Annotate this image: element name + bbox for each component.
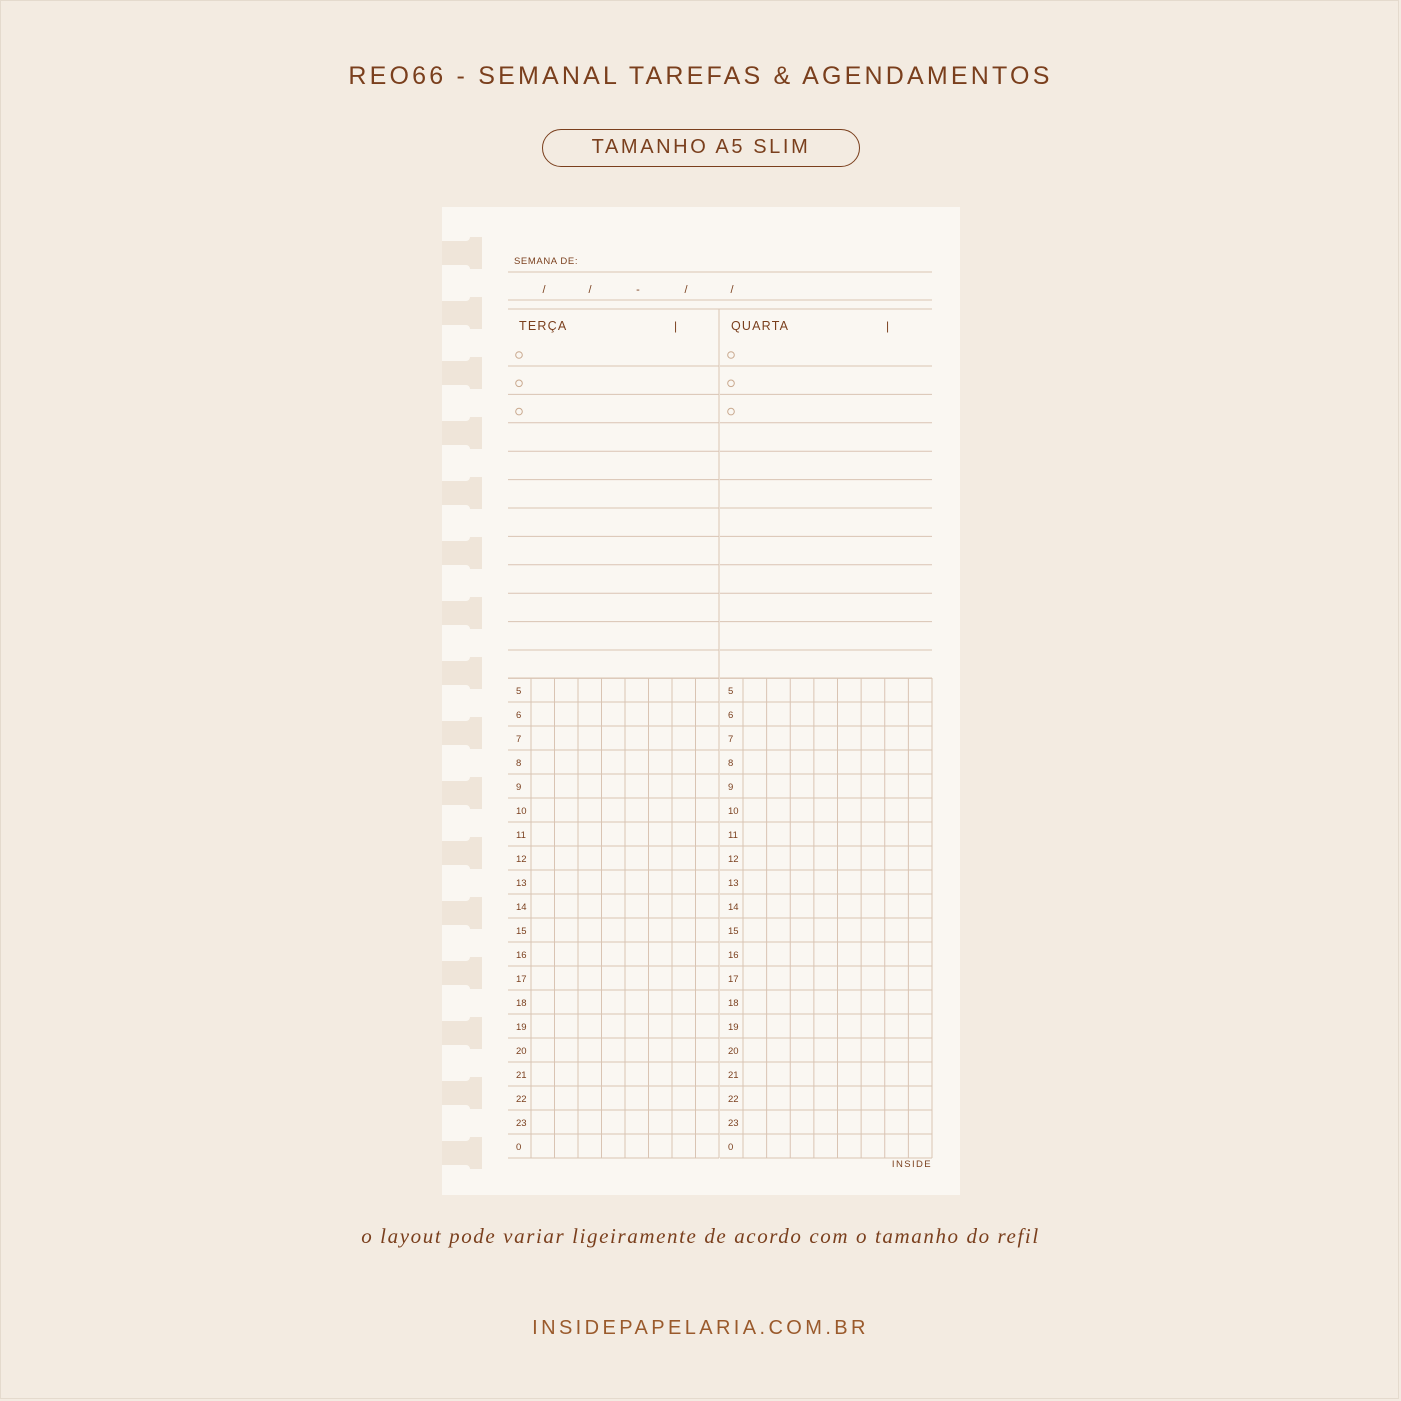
date-separator: -: [636, 284, 640, 296]
week-label: SEMANA DE:: [514, 256, 579, 267]
binder-tab: [442, 297, 482, 329]
hour-label: 21: [728, 1070, 739, 1081]
day-marker-quarta: |: [886, 319, 890, 333]
layout-caption: o layout pode variar ligeiramente de acordo com o tamanho do refil: [361, 1224, 1040, 1248]
hour-label: 21: [516, 1070, 527, 1081]
hour-label: 9: [516, 782, 522, 793]
hour-label: 8: [728, 758, 734, 769]
hour-label: 17: [728, 974, 739, 985]
hour-label: 0: [516, 1142, 522, 1153]
hour-grids: [508, 678, 932, 1158]
hour-label: 23: [516, 1118, 527, 1129]
binder-tab: [442, 237, 482, 269]
date-separator: /: [730, 284, 734, 296]
hour-label: 7: [516, 734, 522, 745]
hour-label: 9: [728, 782, 734, 793]
binder-tab: [442, 837, 482, 869]
hour-label: 11: [728, 830, 738, 841]
hour-label: 13: [728, 878, 739, 889]
page-title: REO66 - SEMANAL TAREFAS & AGENDAMENTOS: [348, 62, 1053, 90]
task-lines: [508, 352, 932, 679]
checkbox-icon: [728, 352, 735, 359]
binder-tab: [442, 957, 482, 989]
hour-label: 20: [728, 1046, 739, 1057]
hour-label: 6: [728, 710, 734, 721]
hour-label: 19: [516, 1022, 527, 1033]
day-marker-terca: |: [674, 319, 678, 333]
hour-label: 20: [516, 1046, 527, 1057]
hour-label: 10: [516, 806, 527, 817]
binder-tabs: [442, 237, 482, 1169]
date-separator: /: [542, 284, 546, 296]
hour-label: 14: [516, 902, 527, 913]
hour-label: 7: [728, 734, 734, 745]
checkbox-icon: [516, 352, 523, 359]
refill-layout: [442, 207, 960, 1195]
hour-label: 5: [516, 686, 522, 697]
checkbox-icon: [728, 408, 735, 415]
hour-label: 15: [516, 926, 527, 937]
hour-label: 12: [728, 854, 739, 865]
hour-label: 19: [728, 1022, 739, 1033]
checkbox-icon: [516, 380, 523, 387]
binder-tab: [442, 537, 482, 569]
binder-tab: [442, 717, 482, 749]
hour-label: 6: [516, 710, 522, 721]
hour-label: 0: [728, 1142, 734, 1153]
hour-label: 13: [516, 878, 527, 889]
binder-tab: [442, 597, 482, 629]
hour-label: 23: [728, 1118, 739, 1129]
binder-tab: [442, 1077, 482, 1109]
hour-label: 10: [728, 806, 739, 817]
binder-tab: [442, 777, 482, 809]
size-badge: TAMANHO A5 SLIM: [542, 129, 860, 167]
checkbox-icon: [728, 380, 735, 387]
binder-tab: [442, 417, 482, 449]
binder-tab: [442, 657, 482, 689]
binder-tab: [442, 897, 482, 929]
hour-label: 12: [516, 854, 527, 865]
website-link[interactable]: INSIDEPAPELARIA.COM.BR: [532, 1317, 869, 1339]
hour-label: 18: [516, 998, 527, 1009]
hour-label: 22: [516, 1094, 527, 1105]
hour-label: 5: [728, 686, 734, 697]
day-label-terca: TERÇA: [519, 319, 568, 333]
binder-tab: [442, 1137, 482, 1169]
hour-label: 15: [728, 926, 739, 937]
hour-label: 11: [516, 830, 526, 841]
hour-label: 14: [728, 902, 739, 913]
checkbox-icon: [516, 408, 523, 415]
date-separator: /: [684, 284, 688, 296]
hour-label: 22: [728, 1094, 739, 1105]
binder-tab: [442, 1017, 482, 1049]
day-label-quarta: QUARTA: [731, 319, 790, 333]
refill-page: [442, 207, 960, 1195]
binder-tab: [442, 357, 482, 389]
date-separator: /: [588, 284, 592, 296]
hour-label: 16: [728, 950, 739, 961]
date-separators: [542, 284, 734, 296]
brand-mark: INSIDE: [891, 1159, 932, 1170]
hour-label: 17: [516, 974, 527, 985]
hour-label: 18: [728, 998, 739, 1009]
binder-tab: [442, 477, 482, 509]
hour-label: 8: [516, 758, 522, 769]
hour-label: 16: [516, 950, 527, 961]
